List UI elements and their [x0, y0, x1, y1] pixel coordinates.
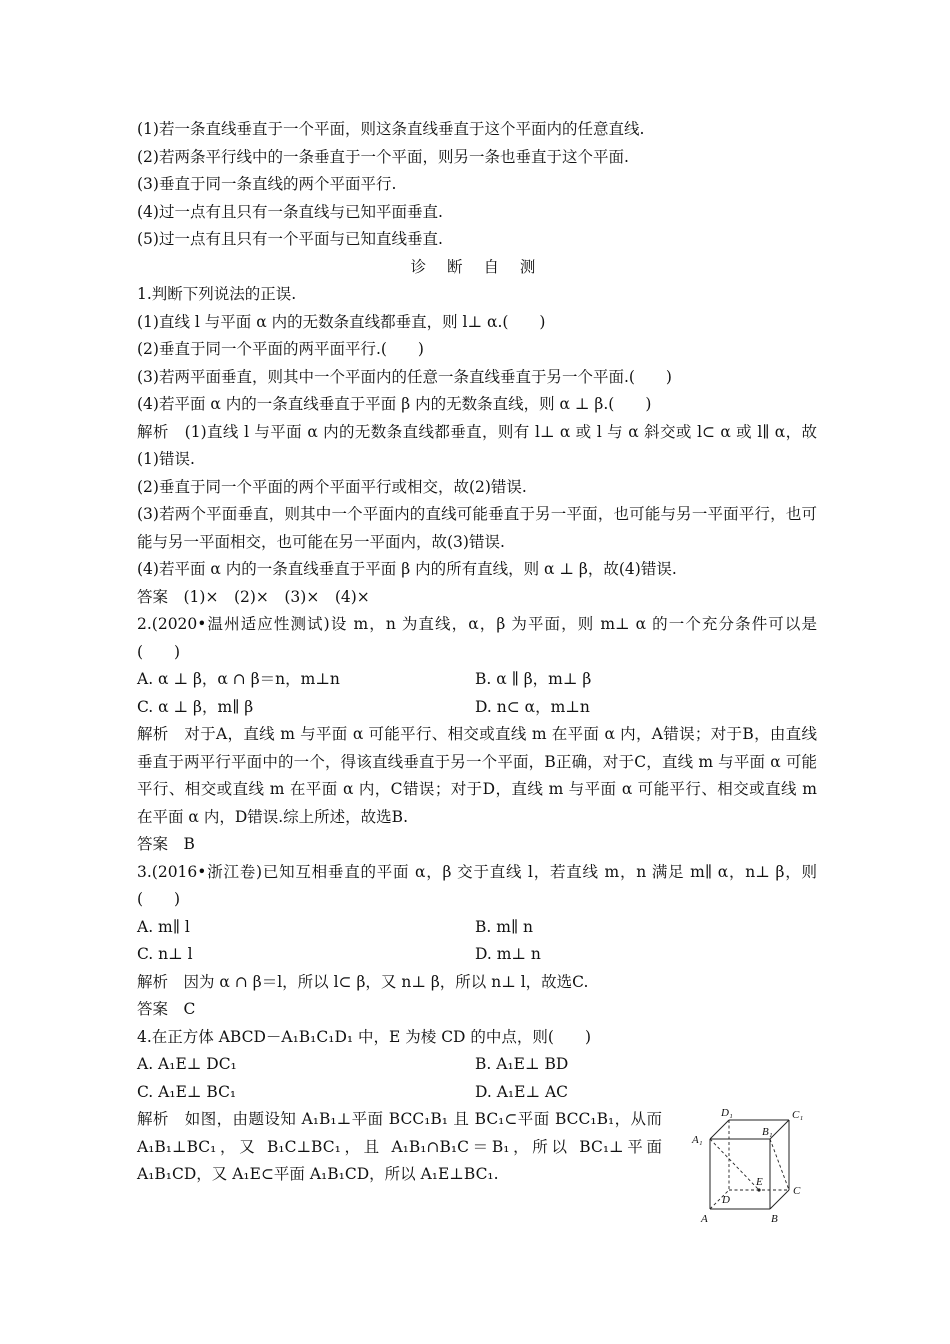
- q4-option-a: A. A₁E⊥ DC₁: [137, 1055, 237, 1073]
- q2-options-row-2: [137, 694, 817, 722]
- q1-item-2: (2)垂直于同一个平面的两平面平行.( ): [137, 340, 424, 358]
- intro-line-4: (4)过一点有且只有一条直线与已知平面垂直.: [137, 202, 443, 221]
- q4-option-b: B. A₁E⊥ BD: [475, 1055, 569, 1073]
- q1-stem: 1.判断下列说法的正误.: [137, 285, 297, 303]
- q3-options-row-2: [137, 941, 817, 969]
- cube-diagram: [685, 1106, 820, 1236]
- q1-analysis-3: (3)若两个平面垂直，则其中一个平面内的直线可能垂直于另一平面，也可能与另一平面平行，也可能与另一平面相交，也可能在另一平面内，故(3)错误.: [137, 505, 817, 551]
- question-3: [137, 859, 817, 1024]
- q2-option-a: A. α ⊥ β，α ∩ β＝n，m⊥n: [137, 670, 340, 688]
- q1-answer: 答案 (1)× (2)× (3)× (4)×: [137, 587, 370, 606]
- q3-option-a: A. m∥ l: [137, 917, 190, 936]
- q4-options-row-1: [137, 1051, 817, 1079]
- q1-analysis-2: (2)垂直于同一个平面的两个平面平行或相交，故(2)错误.: [137, 477, 527, 496]
- q2-stem: 2.(2020•温州适应性测试)设 m，n 为直线，α，β 为平面，则 m⊥ α 的一个充分条件可以是( ): [137, 615, 817, 661]
- q4-analysis-block: [137, 1106, 817, 1225]
- label-d: D: [722, 1194, 730, 1206]
- q2-answer: 答案 B: [137, 835, 195, 853]
- q3-analysis: 解析 因为 α ∩ β＝l，所以 l⊂ β，又 n⊥ β，所以 n⊥ l，故选C.: [137, 972, 589, 991]
- section-title: 诊 断 自 测: [410, 257, 544, 276]
- intro-line-1: (1)若一条直线垂直于一个平面，则这条直线垂直于这个平面内的任意直线.: [137, 120, 645, 138]
- edge-a1d1: [710, 1120, 729, 1139]
- question-2: [137, 611, 817, 859]
- q3-option-d: D. m⊥ n: [475, 945, 541, 963]
- document-page: [137, 116, 817, 1225]
- edge-b1c1: [770, 1120, 789, 1139]
- q4-option-c: C. A₁E⊥ BC₁: [137, 1082, 237, 1101]
- point-e: [757, 1188, 760, 1191]
- q1-item-3: (3)若两平面垂直，则其中一个平面内的任意一条直线垂直于另一个平面.( ): [137, 367, 672, 386]
- q2-option-b: B. α ∥ β，m⊥ β: [475, 670, 592, 688]
- label-d1: D₁: [721, 1107, 733, 1119]
- question-4: [137, 1024, 817, 1225]
- q4-option-d: D. A₁E⊥ AC: [475, 1082, 569, 1101]
- q3-options-row-1: [137, 914, 817, 942]
- intro-line-2: (2)若两条平行线中的一条垂直于一个平面，则另一条也垂直于这个平面.: [137, 147, 629, 166]
- q4-options-row-2: [137, 1079, 817, 1107]
- q1-item-4: (4)若平面 α 内的一条直线垂直于平面 β 内的无数条直线，则 α ⊥ β.( ): [137, 395, 652, 413]
- edge-bc: [770, 1190, 789, 1209]
- intro-list: [137, 116, 817, 254]
- intro-line-5: (5)过一点有且只有一个平面与已知直线垂直.: [137, 230, 443, 248]
- intro-line-3: (3)垂直于同一条直线的两个平面平行.: [137, 175, 397, 193]
- q4-stem: 4.在正方体 ABCD－A₁B₁C₁D₁ 中，E 为棱 CD 的中点，则( ): [137, 1027, 592, 1046]
- q3-option-b: B. m∥ n: [475, 917, 534, 936]
- q1-analysis-4: (4)若平面 α 内的一条直线垂直于平面 β 内的所有直线，则 α ⊥ β，故(4)错误.: [137, 560, 677, 578]
- label-e: E: [756, 1176, 763, 1188]
- q3-answer: 答案 C: [137, 1000, 196, 1018]
- question-1: [137, 281, 817, 611]
- q1-analysis-1: 解析 (1)直线 l 与平面 α 内的无数条直线都垂直，则有 l⊥ α 或 l 与 α 斜交或 l⊂ α 或 l∥ α，故(1)错误.: [137, 422, 817, 468]
- label-a: A: [701, 1213, 708, 1225]
- q2-option-c: C. α ⊥ β，m∥ β: [137, 697, 254, 716]
- q3-option-c: C. n⊥ l: [137, 945, 193, 963]
- q2-options-row-1: [137, 666, 817, 694]
- q3-stem: 3.(2016•浙江卷)已知互相垂直的平面 α，β 交于直线 l，若直线 m，n 满足 m∥ α，n⊥ β，则( ): [137, 862, 817, 908]
- label-b1: B₁: [762, 1126, 773, 1138]
- label-c: C: [793, 1185, 801, 1197]
- segment-b1c: [770, 1139, 789, 1190]
- segment-a1e: [710, 1139, 759, 1190]
- q2-option-d: D. n⊂ α，m⊥n: [475, 697, 590, 716]
- cube-figure: [685, 1106, 820, 1236]
- q1-item-1: (1)直线 l 与平面 α 内的无数条直线都垂直，则 l⊥ α.( ): [137, 312, 546, 331]
- q4-analysis: 解析 如图，由题设知 A₁B₁⊥平面 BCC₁B₁ 且 BC₁⊂平面 BCC₁B₁，从而 A₁B₁⊥BC₁，又 B₁C⊥BC₁，且 A₁B₁∩B₁C＝B₁，所以 BC₁⊥平面 A₁B₁CD，又 A₁E⊂平面 A₁B₁CD，所以 A₁E⊥BC₁.: [137, 1110, 662, 1183]
- label-b: B: [771, 1213, 778, 1225]
- label-a1: A₁: [692, 1134, 703, 1146]
- q2-analysis: 解析 对于A，直线 m 与平面 α 可能平行、相交或直线 m 在平面 α 内，A错误；对于B，由直线垂直于两平行平面中的一个，得该直线垂直于另一个平面，B正确，对于C，直线 m 与平面 α 可能平行、相交或直线 m 在平面 α 内，C错误；对于D，直线 m 与平面 α 可能平行、相交或直线 m 在平面 α 内，D错误.综上所述，故选B.: [137, 725, 817, 826]
- label-c1: C₁: [792, 1109, 804, 1121]
